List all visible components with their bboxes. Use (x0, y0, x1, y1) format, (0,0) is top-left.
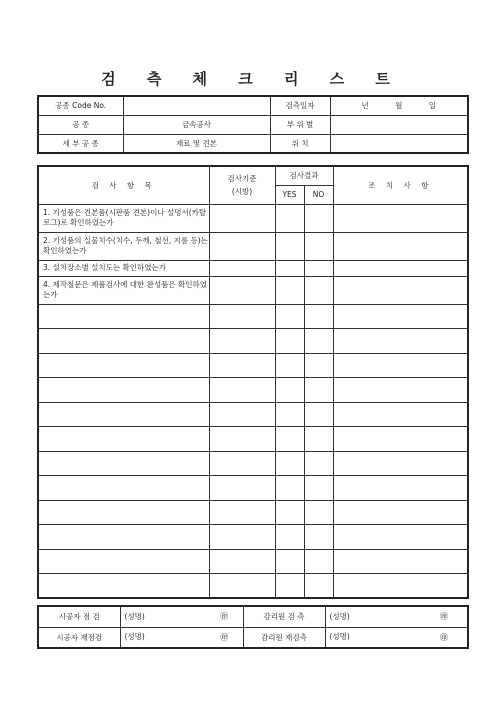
table-row (38, 353, 468, 378)
col-result-header: 검사결과 (275, 166, 333, 185)
item-cell[interactable] (38, 525, 209, 550)
code-no-label: 공종 Code No. (38, 96, 123, 115)
table-row (38, 260, 468, 276)
no-cell[interactable] (304, 304, 333, 329)
seal-icon: ㊞ (421, 606, 468, 627)
standard-cell[interactable] (209, 549, 275, 574)
checklist-table (37, 165, 469, 599)
no-cell[interactable] (304, 500, 333, 525)
inspection-date-label: 검측일자 (270, 96, 330, 115)
yes-cell[interactable] (275, 451, 304, 476)
action-cell[interactable] (333, 427, 468, 452)
item-cell[interactable] (38, 549, 209, 574)
standard-cell[interactable] (209, 204, 275, 232)
no-cell[interactable] (304, 353, 333, 378)
yes-cell[interactable] (275, 329, 304, 354)
standard-cell[interactable] (209, 427, 275, 452)
yes-cell[interactable] (275, 276, 304, 304)
yes-cell[interactable] (275, 204, 304, 232)
contractor-check-label: 시공자 점 검 (38, 606, 120, 627)
no-cell[interactable] (304, 378, 333, 403)
check-item: 4. 제작철문은 제품검사에 대한 완성품은 확인하였는가 (38, 276, 209, 304)
detail-work-value[interactable]: 재료 및 견본 (123, 134, 270, 153)
action-cell[interactable] (333, 232, 468, 260)
standard-cell[interactable] (209, 304, 275, 329)
item-cell[interactable] (38, 402, 209, 427)
table-row (38, 276, 468, 304)
col-standard-label: 검사기준 (227, 174, 257, 184)
seal-icon: ㊞ (421, 627, 468, 648)
no-cell[interactable] (304, 232, 333, 260)
yes-cell[interactable] (275, 574, 304, 599)
col-action-header: 조 치 사 항 (333, 166, 468, 204)
detail-work-label: 세 부 공 종 (38, 134, 123, 153)
action-cell[interactable] (333, 329, 468, 354)
no-cell[interactable] (304, 260, 333, 276)
action-cell[interactable] (333, 304, 468, 329)
table-row (38, 574, 468, 599)
standard-cell[interactable] (209, 378, 275, 403)
yes-cell[interactable] (275, 525, 304, 550)
standard-cell[interactable] (209, 525, 275, 550)
yes-cell[interactable] (275, 304, 304, 329)
table-row (38, 451, 468, 476)
yes-cell[interactable] (275, 476, 304, 501)
yes-cell[interactable] (275, 549, 304, 574)
standard-cell[interactable] (209, 260, 275, 276)
contractor-recheck-name[interactable]: (성명) (120, 627, 206, 648)
signature-table (37, 605, 469, 649)
action-cell[interactable] (333, 276, 468, 304)
seal-icon: ㊞ (206, 606, 243, 627)
standard-cell[interactable] (209, 500, 275, 525)
table-row (38, 476, 468, 501)
table-row (38, 378, 468, 403)
supervisor-check-name[interactable]: (성명) (325, 606, 421, 627)
no-cell[interactable] (304, 276, 333, 304)
standard-cell[interactable] (209, 402, 275, 427)
action-cell[interactable] (333, 549, 468, 574)
work-type-label: 공 종 (38, 115, 123, 134)
code-no-value[interactable] (123, 96, 270, 115)
no-cell[interactable] (304, 329, 333, 354)
no-cell[interactable] (304, 549, 333, 574)
yes-cell[interactable] (275, 500, 304, 525)
table-row (38, 549, 468, 574)
table-row (38, 204, 468, 232)
item-cell[interactable] (38, 451, 209, 476)
inspection-date-value[interactable]: 년 월 일 (330, 96, 468, 115)
action-cell[interactable] (333, 260, 468, 276)
supervisor-recheck-label: 감리원 재검측 (243, 627, 325, 648)
table-row (38, 304, 468, 329)
check-item: 2. 기성품의 실물치수(치수, 두께, 철선, 지름 등)는 확인하였는가 (38, 232, 209, 260)
yes-cell[interactable] (275, 427, 304, 452)
item-cell[interactable] (38, 378, 209, 403)
yes-cell[interactable] (275, 378, 304, 403)
action-cell[interactable] (333, 500, 468, 525)
part-label: 부 위 별 (270, 115, 330, 134)
no-cell[interactable] (304, 427, 333, 452)
item-cell[interactable] (38, 353, 209, 378)
standard-cell[interactable] (209, 451, 275, 476)
part-value[interactable] (330, 115, 468, 134)
yes-cell[interactable] (275, 232, 304, 260)
check-item: 3. 설치장소별 설치도는 확인하였는가 (38, 260, 209, 276)
item-cell[interactable] (38, 476, 209, 501)
contractor-check-name[interactable]: (성명) (120, 606, 206, 627)
work-type-value[interactable]: 금속공사 (123, 115, 270, 134)
yes-cell[interactable] (275, 260, 304, 276)
item-cell[interactable] (38, 574, 209, 599)
location-value[interactable] (330, 134, 468, 153)
supervisor-check-label: 감리원 검 측 (243, 606, 325, 627)
page-title: 검 측 체 크 리 스 트 (101, 70, 403, 88)
no-cell[interactable] (304, 476, 333, 501)
item-cell[interactable] (38, 329, 209, 354)
table-row (38, 402, 468, 427)
standard-cell[interactable] (209, 476, 275, 501)
standard-cell[interactable] (209, 353, 275, 378)
no-cell[interactable] (304, 574, 333, 599)
standard-cell[interactable] (209, 232, 275, 260)
action-cell[interactable] (333, 451, 468, 476)
table-row (38, 500, 468, 525)
yes-cell[interactable] (275, 353, 304, 378)
table-row (38, 525, 468, 550)
standard-cell[interactable] (209, 329, 275, 354)
table-row (38, 329, 468, 354)
seal-icon: ㊞ (206, 627, 243, 648)
item-cell[interactable] (38, 500, 209, 525)
no-cell[interactable] (304, 204, 333, 232)
table-row (38, 232, 468, 260)
standard-cell[interactable] (209, 574, 275, 599)
action-cell[interactable] (333, 378, 468, 403)
item-cell[interactable] (38, 304, 209, 329)
action-cell[interactable] (333, 204, 468, 232)
location-label: 위 치 (270, 134, 330, 153)
col-standard-sub: (시방) (231, 187, 253, 197)
header-table (37, 95, 469, 154)
standard-cell[interactable] (209, 276, 275, 304)
supervisor-recheck-name[interactable]: (성명) (325, 627, 421, 648)
col-standard-header (209, 166, 275, 204)
yes-cell[interactable] (275, 402, 304, 427)
no-cell[interactable] (304, 451, 333, 476)
col-item-header: 검 사 항 목 (38, 166, 209, 204)
action-cell[interactable] (333, 353, 468, 378)
action-cell[interactable] (333, 525, 468, 550)
table-row (38, 427, 468, 452)
no-cell[interactable] (304, 525, 333, 550)
col-no-header: NO (304, 185, 333, 204)
action-cell[interactable] (333, 574, 468, 599)
action-cell[interactable] (333, 402, 468, 427)
no-cell[interactable] (304, 402, 333, 427)
action-cell[interactable] (333, 476, 468, 501)
col-yes-header: YES (275, 185, 304, 204)
item-cell[interactable] (38, 427, 209, 452)
check-item: 1. 기성품은 견본품(시판품 견본)이나 설명서(카탈로그)로 확인하였는가 (38, 204, 209, 232)
contractor-recheck-label: 시공자 재점검 (38, 627, 120, 648)
